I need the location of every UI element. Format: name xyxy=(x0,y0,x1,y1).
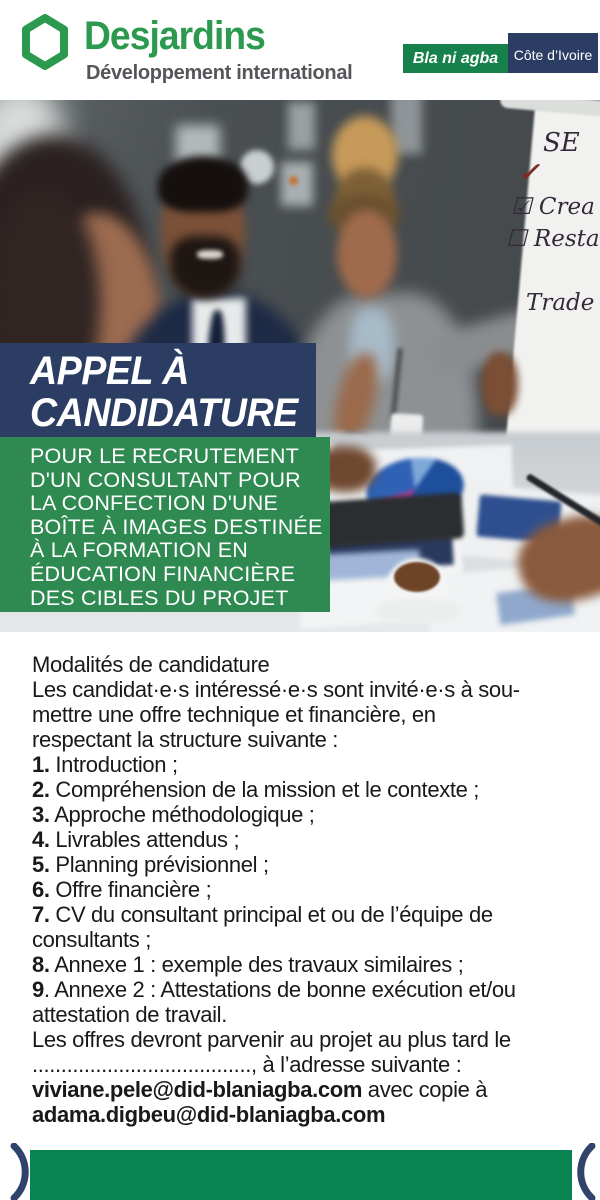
center-man-shape xyxy=(158,156,248,212)
text-line: viviane.pele@did-blaniagba.com avec copie à xyxy=(32,1077,488,1102)
flipchart-checkmark: ✓ xyxy=(518,158,540,188)
text-line: attestation de travail. xyxy=(32,1002,227,1027)
text-line: mettre une offre technique et financière, en xyxy=(32,702,436,727)
hero-subtitle-line: BOÎTE À IMAGES DESTINÉE xyxy=(30,514,323,539)
photo-shape xyxy=(288,102,315,150)
body-text xyxy=(32,652,598,1127)
hero-subtitle-line: DES CIBLES DU PROJET xyxy=(30,585,289,610)
hero-title-box xyxy=(0,343,316,437)
text-line: 3. Approche méthodologique ; xyxy=(32,802,315,827)
text-line: 9. Annexe 2 : Attestations de bonne exécution et/ou xyxy=(32,977,516,1002)
photo-shape xyxy=(281,162,313,206)
text-line: 5. Planning prévisionnel ; xyxy=(32,852,269,877)
hero-subtitle-line: POUR LE RECRUTEMENT xyxy=(30,444,299,468)
text-line: Les candidat·e·s intéressé·e·s sont invité·e·s à sou- xyxy=(32,677,520,702)
center-man-shape xyxy=(197,250,223,259)
hero-subtitle-line: À LA FORMATION EN xyxy=(30,538,249,563)
footer-band xyxy=(30,1150,572,1200)
brand-subtitle: Développement international xyxy=(86,62,353,84)
text-line: 8. Annexe 1 : exemple des travaux similaires ; xyxy=(32,952,464,977)
footer-right-arc xyxy=(575,1143,597,1200)
flipchart-text: ☐ Resta xyxy=(506,226,600,252)
text-line: 7. CV du consultant principal et ou de l’équipe de xyxy=(32,902,493,927)
right-woman-shape xyxy=(337,210,397,298)
hero-title-line1: APPEL À xyxy=(30,349,189,393)
hero-subtitle-line: ÉDUCATION FINANCIÈRE xyxy=(30,561,296,586)
text-line: Modalités de candidature xyxy=(32,652,270,677)
coffee-cup-shape xyxy=(394,562,440,592)
hero-subtitle-line: D'UN CONSULTANT POUR xyxy=(30,467,301,492)
text-line: respectant la structure suivante : xyxy=(32,727,339,752)
hero-subtitle-line: LA CONFECTION D'UNE xyxy=(30,491,279,516)
text-line: 6. Offre financière ; xyxy=(32,877,212,902)
flipchart-text: Trade xyxy=(526,290,595,316)
hero-subtitle-box xyxy=(0,437,330,612)
desjardins-hexagon-icon xyxy=(22,14,68,70)
text-line: 1. Introduction ; xyxy=(32,752,178,777)
center-man-shape xyxy=(170,236,240,298)
photo-shape xyxy=(482,352,518,416)
text-line: 2. Compréhension de la mission et le contexte ; xyxy=(32,777,480,802)
coffee-cup-shape xyxy=(374,598,462,624)
text-line: adama.digbeu@did-blaniagba.com xyxy=(32,1102,386,1127)
country-badge: Côte d’Ivoire xyxy=(508,33,598,73)
photo-shape xyxy=(289,176,298,185)
footer-left-arc xyxy=(9,1143,31,1200)
text-line: consultants ; xyxy=(32,927,151,952)
text-line: ......................................, à l’adresse suivante : xyxy=(32,1052,462,1077)
hero-title-line2: CANDIDATURE xyxy=(30,391,298,435)
flipchart-text: ☑ Crea xyxy=(511,194,595,220)
header xyxy=(0,0,600,100)
text-line: Les offres devront parvenir au projet au plus tard le xyxy=(32,1027,511,1052)
flipchart-text: SE xyxy=(543,128,580,158)
text-line: 4. Livrables attendus ; xyxy=(32,827,240,852)
hero-photo xyxy=(0,100,600,632)
program-badge: Bla ni agba xyxy=(403,44,508,73)
brand-wordmark: Desjardins xyxy=(84,14,265,58)
